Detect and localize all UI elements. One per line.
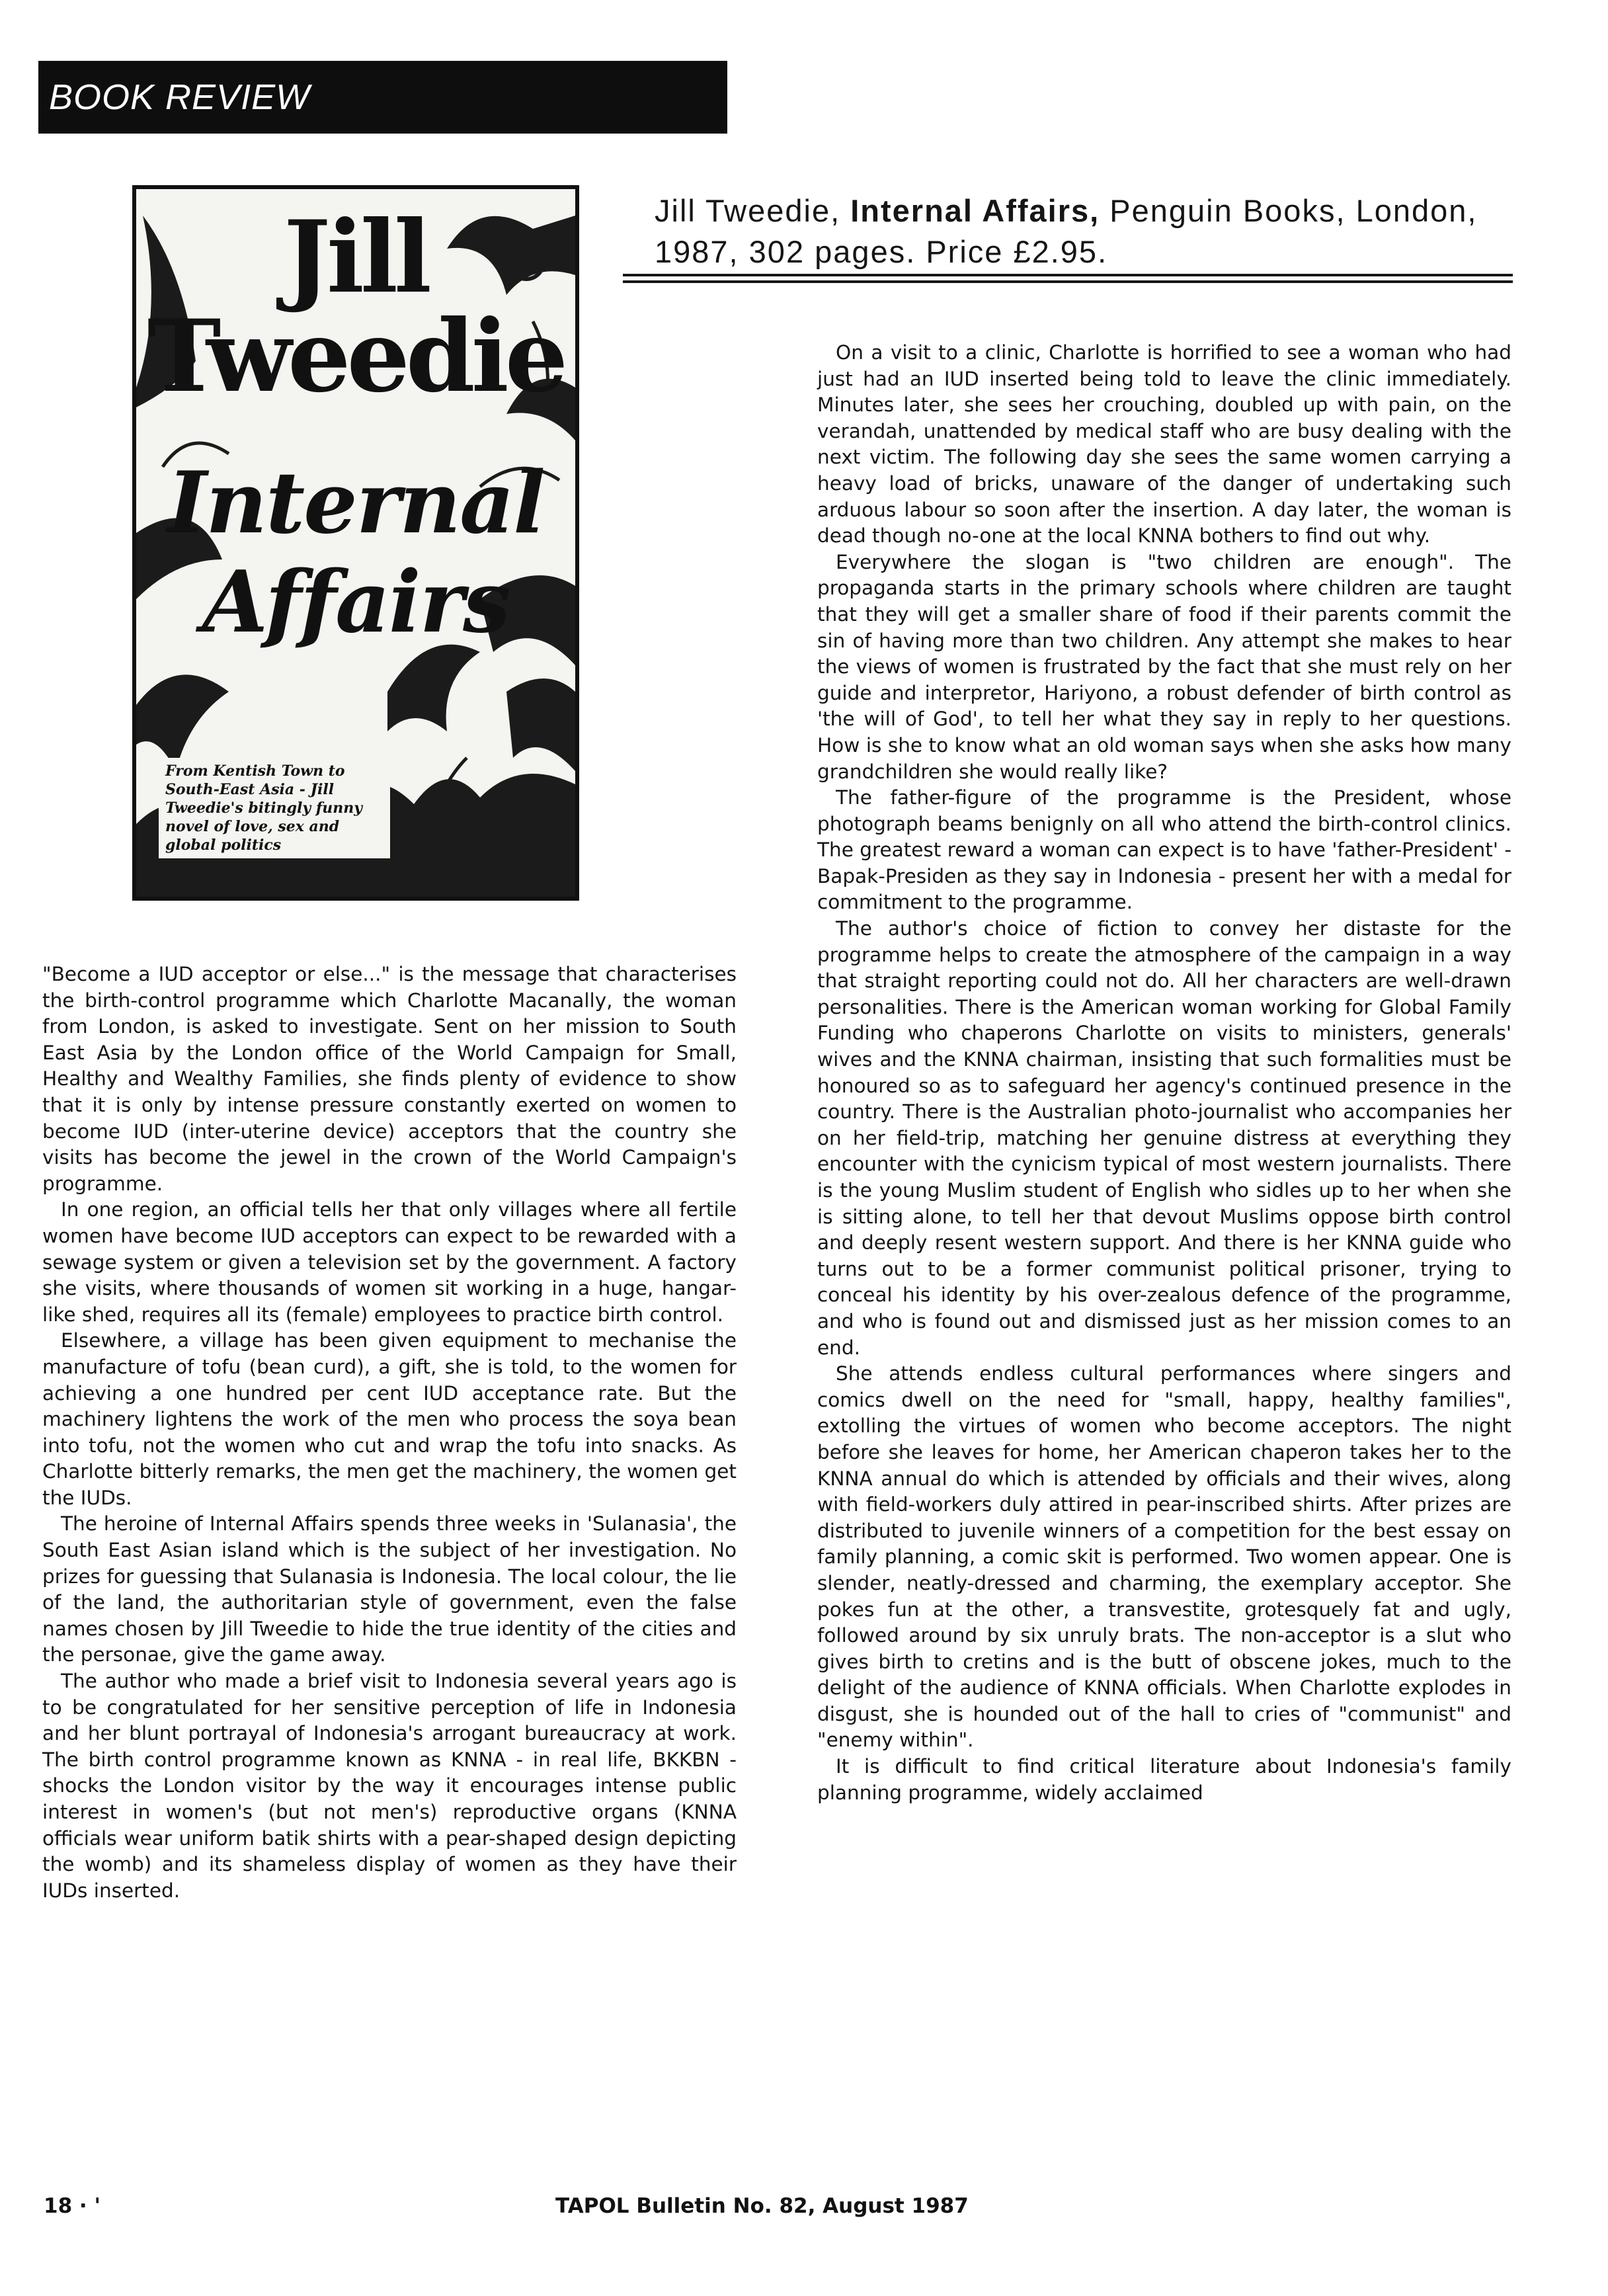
citation-divider-top xyxy=(623,274,1513,276)
paragraph: It is difficult to find critical literature about Indonesia's family planning programme, widely acclaimed xyxy=(817,1755,1511,1804)
citation-details: Penguin Books, London, 1987, 302 pages. Price £2.95. xyxy=(655,193,1478,269)
cover-blurb: From Kentish Town to South-East Asia - Jill Tweedie's bitingly funny novel of love, sex and global politics xyxy=(159,758,390,858)
citation-title: Internal Affairs, xyxy=(850,193,1100,228)
citation-author: Jill Tweedie, xyxy=(655,193,851,228)
cover-author: Jill Tweedie xyxy=(147,199,565,415)
page-number: 18 · ' xyxy=(44,2194,100,2218)
paragraph: The author who made a brief visit to Indonesia several years ago is to be congratulated for her sensitive perception of life in Indonesia and her blunt portrayal of Indonesia's arrogant bureaucracy at work. The birth control programme known as KNNA - in real life, BKKBN - shocks the London visitor by the way it encourages intense public interest in women's (but not men's) reproductive organs (KNNA officials wear uniform batik shirts with a pear-shaped design depicting the womb) and its shameless display of women as they have their IUDs inserted. xyxy=(42,1670,737,1902)
book-citation xyxy=(655,190,1514,272)
paragraph: "Become a IUD acceptor or else..." is the message that characterises the birth-control programme which Charlotte Macanally, the woman from London, is asked to investigate. Sent on her mission to South East Asia by the London office of the World Campaign for Small, Healthy and Wealthy Families, she finds plenty of evidence to show that it is only by intense pressure constantly exerted on women to become IUD (inter-uterine device) acceptors that the country she visits has become the jewel in the crown of the World Campaign's programme. xyxy=(42,963,737,1195)
book-cover-image xyxy=(132,185,579,901)
right-column xyxy=(817,340,1511,1806)
paragraph: The heroine of Internal Affairs spends three weeks in 'Sulanasia', the South East Asian island which is the subject of her investigation. No prizes for guessing that Sulanasia is Indonesia. The local colour, the lie of the land, the authoritarian style of government, even the false names chosen by Jill Tweedie to hide the true identity of the cities and the personae, give the game away. xyxy=(42,1512,737,1666)
left-column xyxy=(42,962,737,1904)
paragraph: On a visit to a clinic, Charlotte is horrified to see a woman who had just had an IUD inserted being told to leave the clinic immediately. Minutes later, she sees her crouching, doubled up with pain, on the verandah, unattended by medical staff who are busy dealing with the next victim. The following day she sees the same women carrying a heavy load of bricks, unaware of the danger of undertaking such arduous labour so soon after the insertion. A day later, the woman is dead though no-one at the local KNNA bothers to find out why. xyxy=(817,341,1511,548)
paragraph: She attends endless cultural performances where singers and comics dwell on the need for "small, happy, healthy families", extolling the virtues of women who become acceptors. The night before she leaves for home, her American chaperon takes her to the KNNA annual do which is attended by officials and their wives, along with field-workers duly attired in pear-inscribed shirts. After prizes are distributed to juvenile winners of a competition for the best essay on family planning, a comic skit is performed. Two women appear. One is slender, neatly-dressed and charming, the exemplary acceptor. She pokes fun at the other, a transvestite, grotesquely fat and ugly, followed around by six unruly brats. The non-acceptor is a slut who gives birth to cretins and is the butt of obscene jokes, much to the delight of the audience of KNNA officials. When Charlotte explodes in disgust, she is hounded out of the hall to cries of "communist" and "enemy within". xyxy=(817,1362,1511,1752)
paragraph: Elsewhere, a village has been given equipment to mechanise the manufacture of tofu (bean curd), a gift, she is told, to the women for achieving a one hundred per cent IUD acceptance rate. But the machinery lightens the work of the men who process the soya bean into tofu, not the women who cut and wrap the tofu into snacks. As Charlotte bitterly remarks, the men get the machinery, the women get the IUDs. xyxy=(42,1329,737,1509)
bulletin-info: TAPOL Bulletin No. 82, August 1987 xyxy=(555,2194,969,2218)
paragraph: In one region, an official tells her that only villages where all fertile women have become IUD acceptors can expect to be rewarded with a sewage system or given a television set by the government. A factory she visits, where thousands of women sit working in a huge, hangar-like shed, requires all its (female) employees to practice birth control. xyxy=(42,1198,737,1326)
section-header: BOOK REVIEW xyxy=(38,61,727,134)
paragraph: Everywhere the slogan is "two children are enough". The propaganda starts in the primary schools where children are taught that they will get a smaller share of food if their parents commit the sin of having more than two children. Any attempt she makes to hear the views of women is frustrated by the fact that she must rely on her guide and interpretor, Hariyono, a robust defender of birth control as 'the will of God', to tell her what they say in reply to her questions. How is she to know what an old woman says when she asks how many grandchildren she would really like? xyxy=(817,550,1511,783)
paragraph: The author's choice of fiction to convey her distaste for the programme helps to create the atmosphere of the campaign in a way that straight reporting could not do. All her characters are well-drawn personalities. There is the American woman working for Global Family Funding who chaperons Charlotte on visits to ministers, generals' wives and the KNNA chairman, insisting that such formalities must be honoured so as to safeguard her agency's continued presence in the country. There is the Australian photo-journalist who accompanies her on her field-trip, matching her genuine distress at everything they encounter with the cynicism typical of most western journalists. There is the young Muslim student of English who sidles up to her when she is sitting alone, to tell her that devout Muslims oppose birth control and deeply resent western support. And there is her KNNA guide who turns out to be a former communist political prisoner, trying to conceal his identity by his over-zealous defence of the programme, and who is found out and dismissed just as her mission comes to an end. xyxy=(817,917,1511,1359)
paragraph: The father-figure of the programme is the President, whose photograph beams benignly on all who attend the birth-control clinics. The greatest reward a woman can expect is to have 'father-President' - Bapak-Presiden as they say in Indonesia - present her with a medal for commitment to the programme. xyxy=(817,786,1511,914)
citation-divider-bottom xyxy=(623,280,1513,283)
cover-title: Internal Affairs xyxy=(167,454,544,652)
